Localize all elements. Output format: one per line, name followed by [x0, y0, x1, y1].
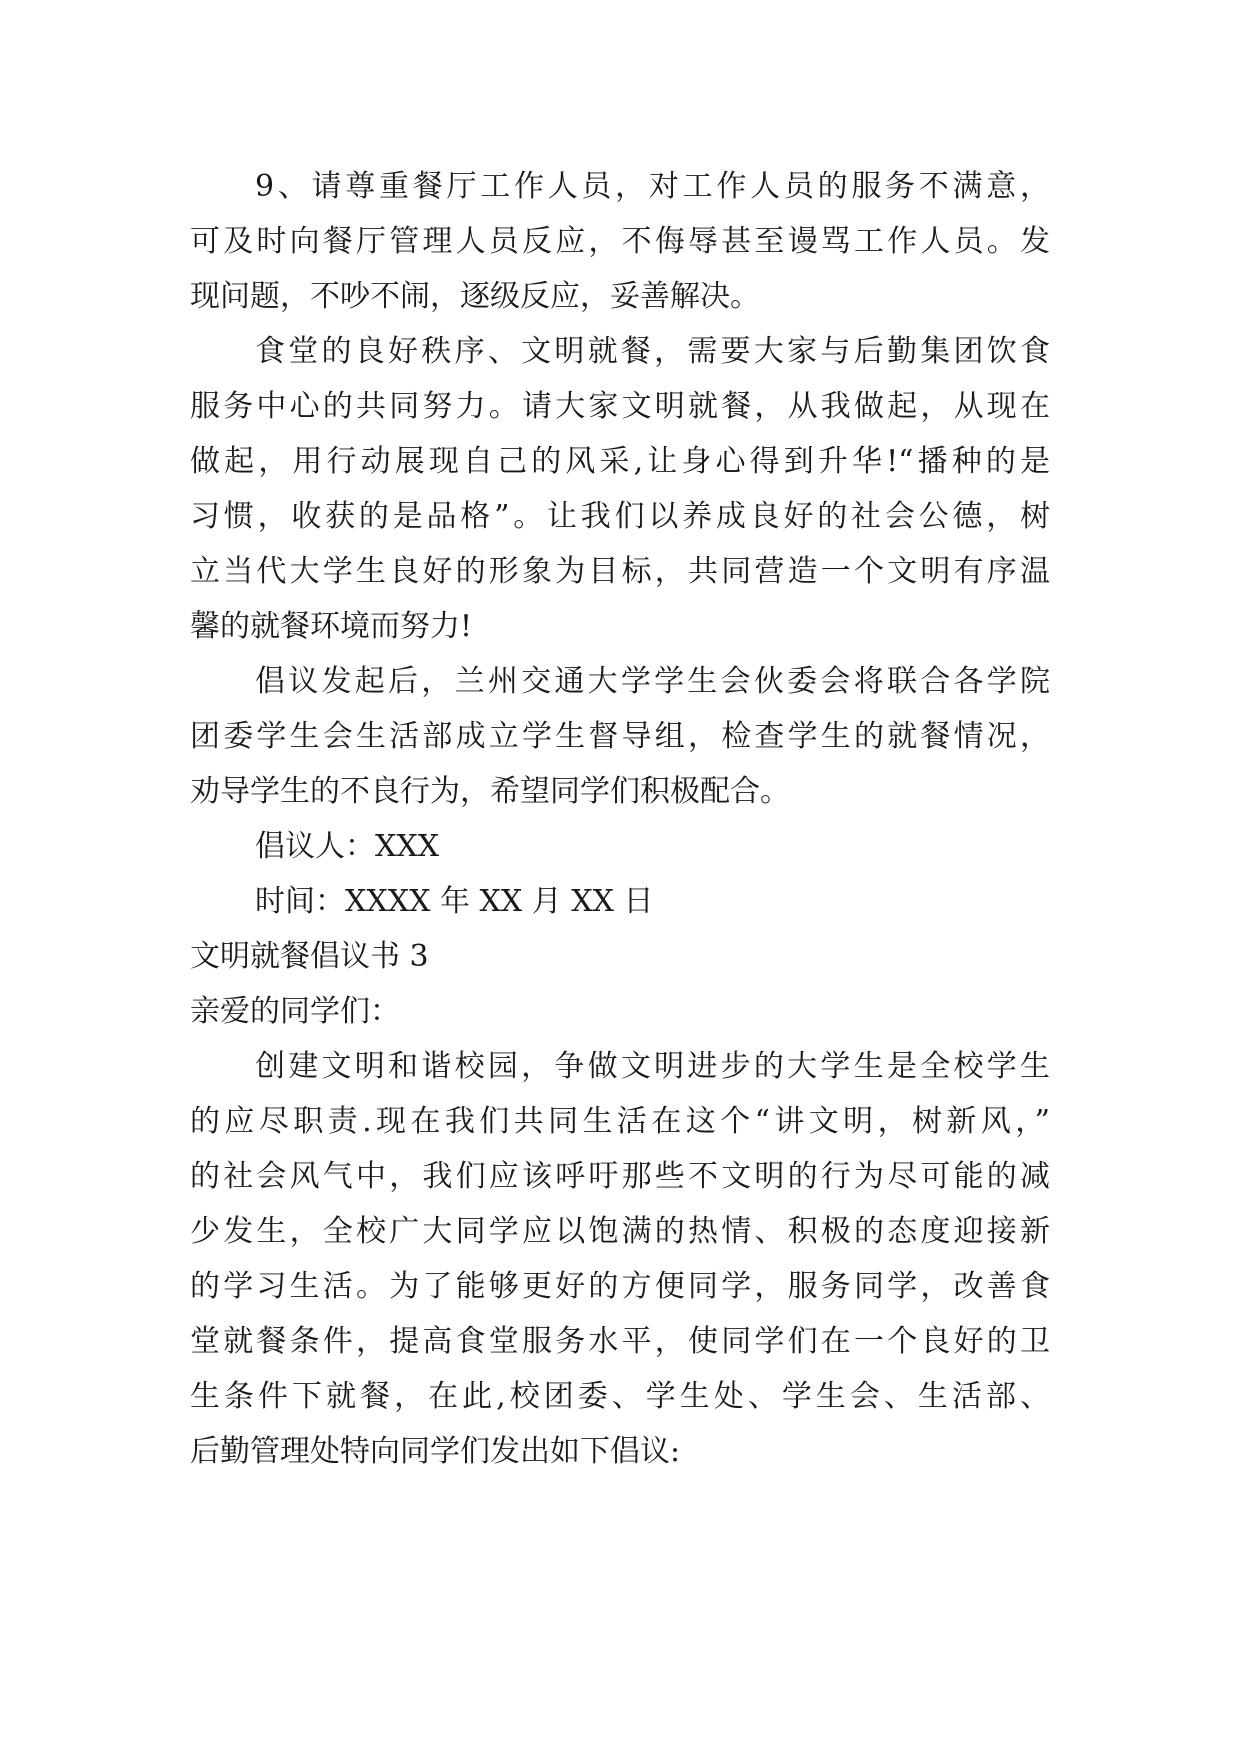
date-line: 时间：XXXX 年 XX 月 XX 日	[255, 884, 654, 919]
salutation: 亲爱的同学们：	[190, 994, 400, 1029]
paragraph-line: 9、请尊重餐厅工作人员，对工作人员的服务不满意，	[255, 169, 1050, 204]
paragraph-line: 倡议发起后，兰州交通大学学生会伙委会将联合各学院	[255, 664, 1050, 699]
paragraph-line: 的学习生活。为了能够更好的方便同学，服务同学，改善食	[190, 1269, 1050, 1304]
paragraph-line: 现问题，不吵不闹，逐级反应，妥善解决。	[190, 279, 760, 314]
paragraph-line: 团委学生会生活部成立学生督导组，检查学生的就餐情况，	[190, 719, 1050, 754]
paragraph-line: 后勤管理处特向同学们发出如下倡议:	[190, 1434, 681, 1469]
section-title: 文明就餐倡议书 3	[190, 939, 429, 974]
paragraph-line: 可及时向餐厅管理人员反应，不侮辱甚至谩骂工作人员。发	[190, 224, 1050, 259]
paragraph-line: 劝导学生的不良行为，希望同学们积极配合。	[190, 774, 790, 809]
paragraph-line: 的应尽职责.现在我们共同生活在这个“讲文明，树新风，”	[190, 1104, 1050, 1139]
paragraph-line: 馨的就餐环境而努力!	[190, 609, 473, 644]
paragraph-line: 立当代大学生良好的形象为目标，共同营造一个文明有序温	[190, 554, 1050, 589]
paragraph-line: 服务中心的共同努力。请大家文明就餐，从我做起，从现在	[190, 389, 1050, 424]
paragraph-line: 堂就餐条件，提高食堂服务水平，使同学们在一个良好的卫	[190, 1324, 1050, 1359]
paragraph-line: 少发生，全校广大同学应以饱满的热情、积极的态度迎接新	[190, 1214, 1050, 1249]
paragraph-line: 的社会风气中，我们应该呼吁那些不文明的行为尽可能的减	[190, 1159, 1050, 1194]
paragraph-line: 习惯，收获的是品格”。让我们以养成良好的社会公德，树	[190, 499, 1050, 534]
paragraph-line: 创建文明和谐校园，争做文明进步的大学生是全校学生	[255, 1049, 1050, 1084]
paragraph-line: 做起，用行动展现自己的风采,让身心得到升华!“播种的是	[190, 444, 1050, 479]
paragraph-line: 生条件下就餐，在此,校团委、学生处、学生会、生活部、	[190, 1379, 1050, 1414]
paragraph-line: 食堂的良好秩序、文明就餐，需要大家与后勤集团饮食	[255, 334, 1050, 369]
signature-line: 倡议人：XXX	[255, 829, 440, 864]
